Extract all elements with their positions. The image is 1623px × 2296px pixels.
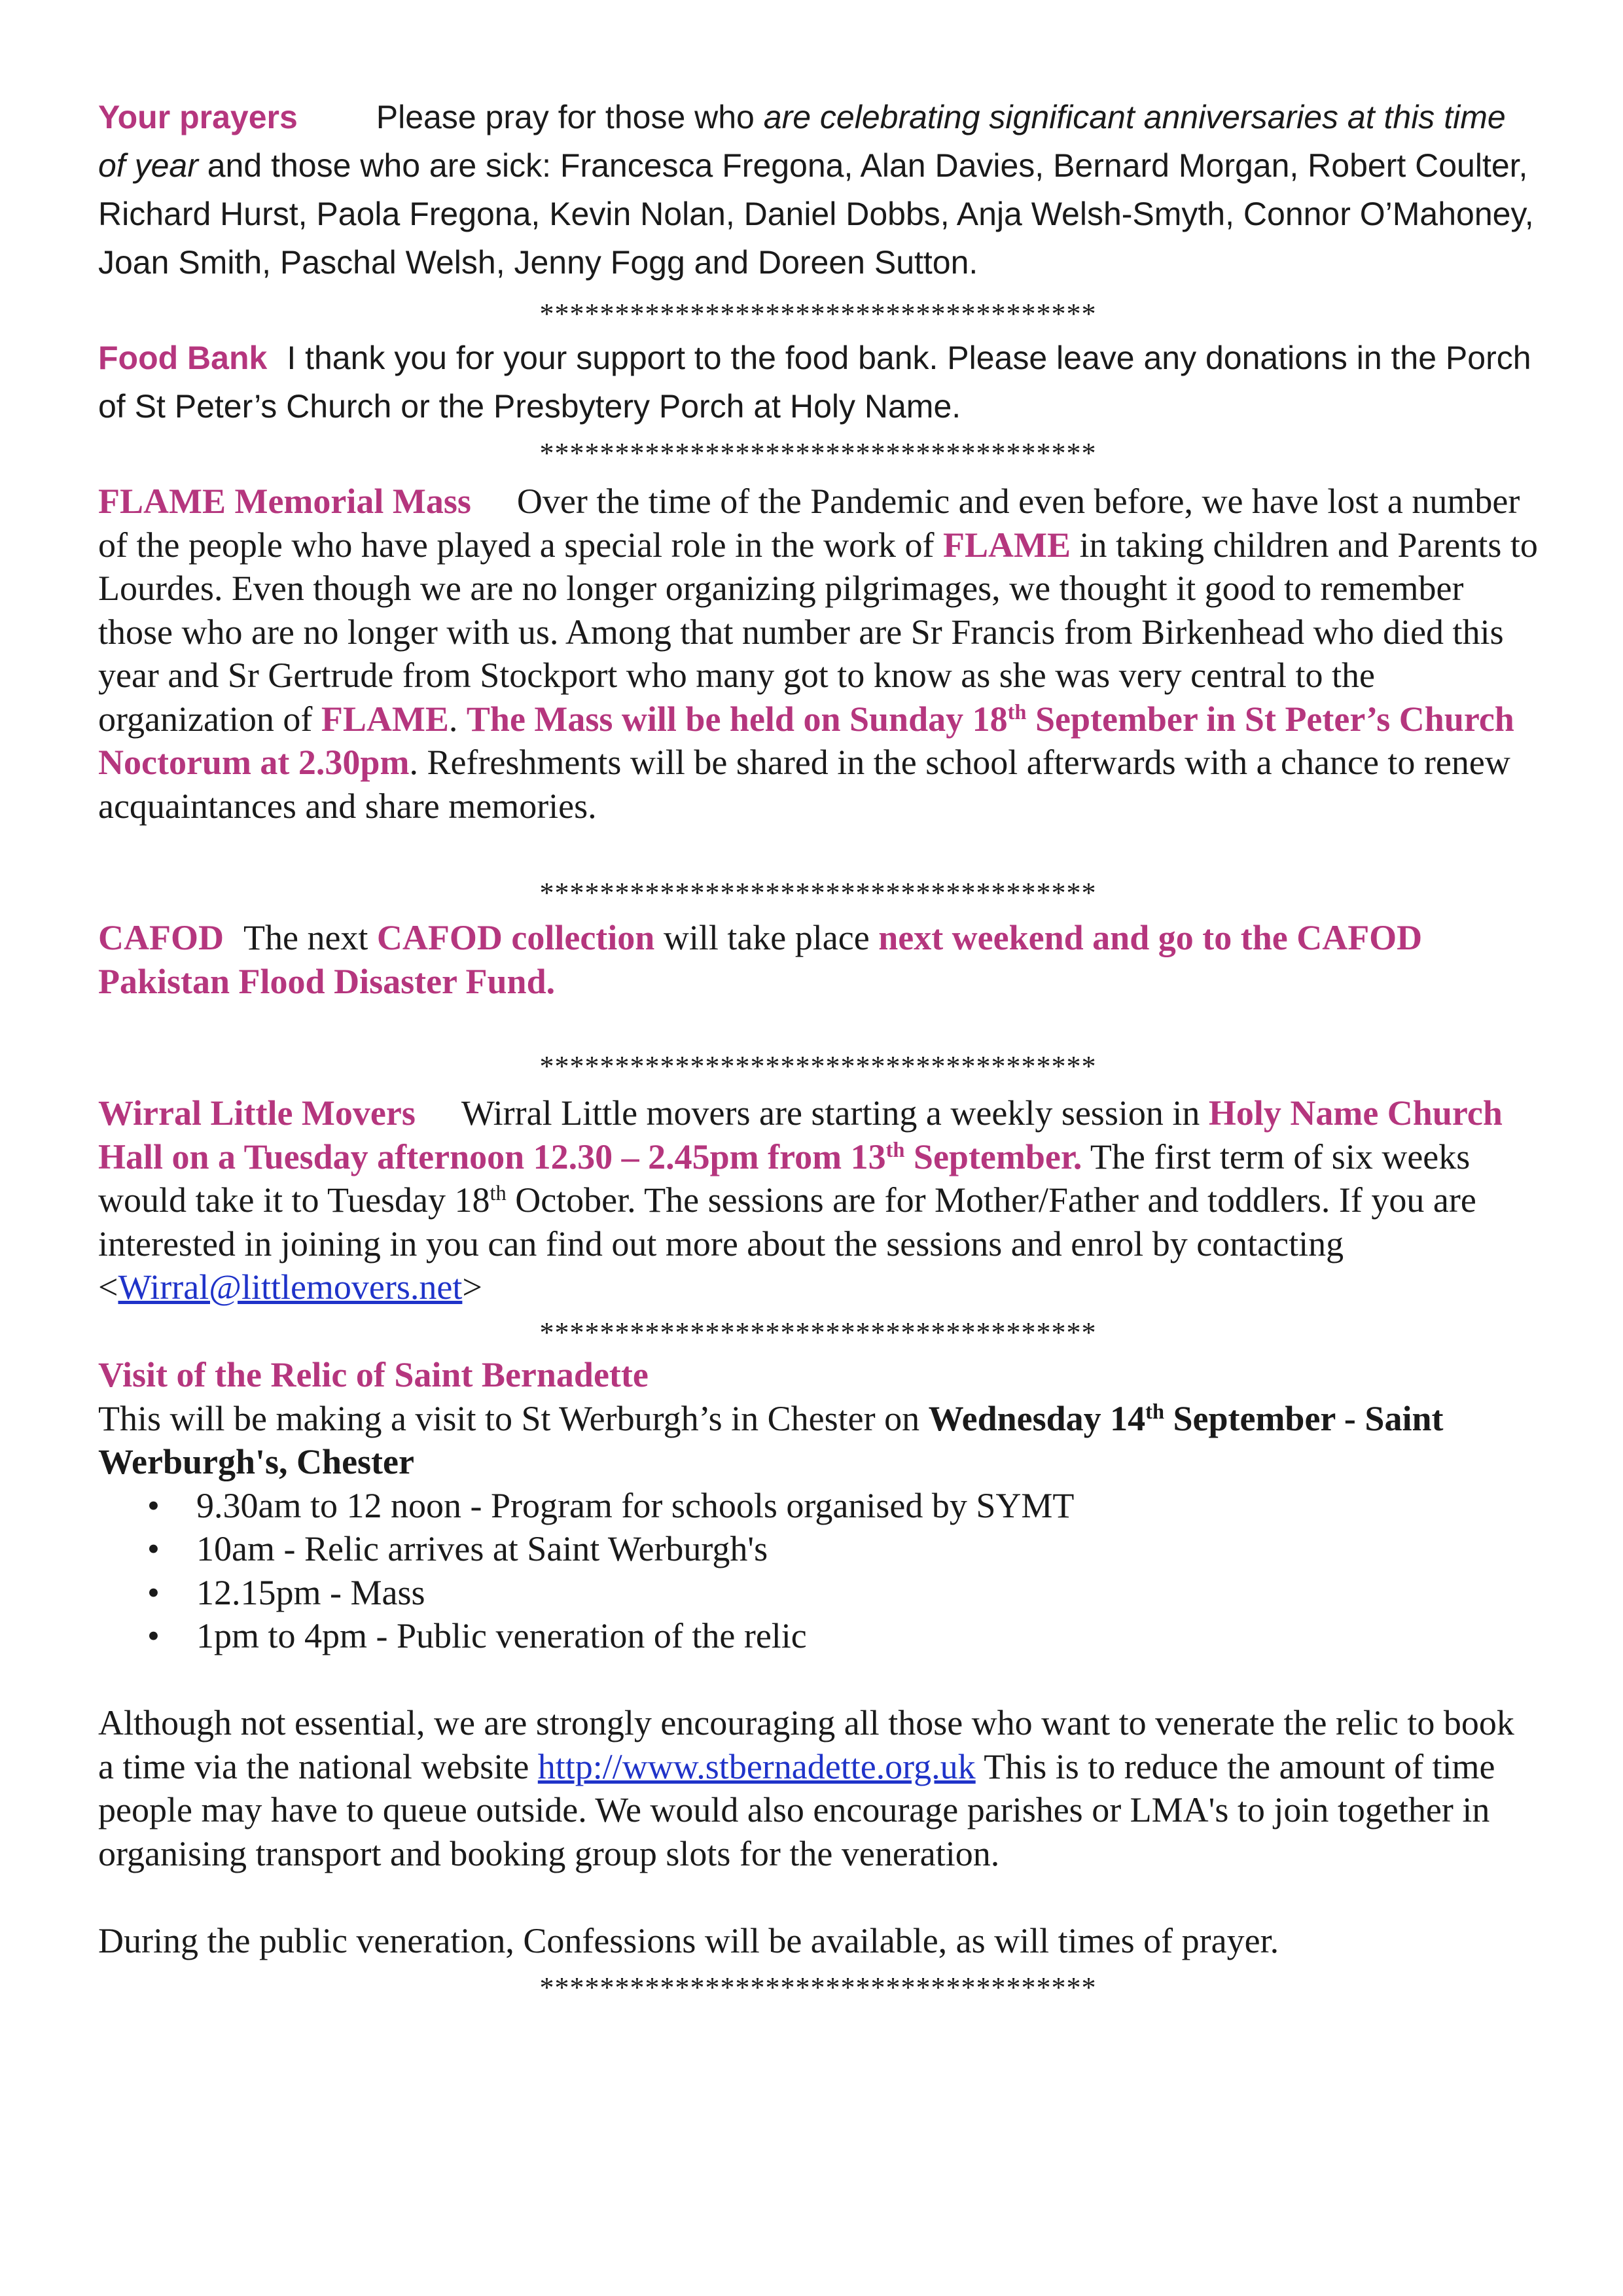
cafod-fund: next weekend and go to the CAFOD Pakistan Flood Disaster Fund. — [98, 918, 1423, 1001]
email-link[interactable]: Wirral@littlemovers.net — [118, 1267, 463, 1307]
schedule-item: • 1pm to 4pm - Public veneration of the relic — [98, 1614, 1538, 1658]
flame-section — [98, 480, 1538, 828]
little-movers-text-3: October. The sessions are for Mother/Father and toddlers. If you are interested in joining in you can find out more about the sessions and enrol by contacting < — [98, 1180, 1476, 1307]
little-movers-sup: th — [490, 1182, 507, 1206]
prayers-text: and those who are sick: Francesca Fregona, Alan Davies, Bernard Morgan, Robert Coulter, Richard Hurst, Paola Fregona, Kevin Nolan, Daniel Dobbs, Anja Welsh-Smyth, Connor O’Mahoney, Joan Smith, Paschal Welsh, Jenny Fogg and Doreen Sutton. — [98, 147, 1534, 281]
separator: ************************************* — [539, 877, 1097, 909]
bullet-icon: • — [147, 1529, 160, 1568]
cafod-heading: CAFOD — [98, 918, 224, 957]
prayers-italic: are celebrating significant anniversaries at this time of year — [98, 99, 1506, 184]
flame-text-2: in taking children and Parents to Lourdes. Even though we are no longer organizing pilgrimages, we thought it good to remember those who are no longer with us. Among that number are Sr Francis from Birkenhead who died this year and Sr Gertrude from Stockport who many got to know as she was very central to the organization of — [98, 525, 1538, 739]
bullet-icon: • — [147, 1616, 160, 1655]
relic-schedule-list — [98, 1484, 1538, 1658]
flame-heading: FLAME Memorial Mass — [98, 482, 471, 521]
separator: ************************************* — [539, 1050, 1097, 1082]
little-movers-section — [98, 1091, 1538, 1309]
little-movers-text-1: Wirral Little movers are starting a weekly session in — [461, 1093, 1209, 1133]
separator: ************************************* — [539, 298, 1097, 330]
relic-date: Wednesday 14th September - Saint Werburgh's, Chester — [98, 1398, 1444, 1481]
food-bank-text: I thank you for your support to the food bank. Please leave any donations in the Porch of St Peter’s Church or the Presbytery Porch at Holy Name. — [98, 340, 1531, 425]
schedule-item: • 12.15pm - Mass — [98, 1571, 1538, 1615]
relic-intro-line: This will be making a visit to St Werburgh’s in Chester on Wednesday 14th September - Saint Werburgh's, Chester — [98, 1398, 1444, 1481]
flame-word: FLAME — [943, 525, 1071, 565]
prayers-heading: Your prayers — [98, 99, 298, 135]
prayers-intro: Please pray for those who — [376, 99, 764, 135]
food-bank-section — [98, 334, 1538, 431]
flame-mass-date: The Mass will be held on Sunday 18th September in St Peter’s Church Noctorum at 2.30pm — [98, 699, 1514, 782]
relic-booking-paragraph: Although not essential, we are strongly encouraging all those who want to venerate the relic to book a time via the national website http://www.stbernadette.org.uk This is to reduce the amount of time people may have to queue outside. We would also encourage parishes or LMA's to join together in organising transport and booking group slots for the veneration. — [98, 1703, 1514, 1873]
bullet-icon: • — [147, 1485, 160, 1525]
separator: ************************************* — [539, 1316, 1097, 1349]
relic-heading: Visit of the Relic of Saint Bernadette — [98, 1355, 649, 1394]
prayers-section — [98, 93, 1538, 287]
bullet-icon: • — [147, 1572, 160, 1612]
food-bank-heading: Food Bank — [98, 340, 268, 376]
cafod-section — [98, 916, 1538, 1003]
relic-confessions-paragraph: During the public veneration, Confessions will be available, as will times of prayer. — [98, 1920, 1279, 1960]
flame-text-3: . — [448, 699, 467, 739]
flame-text-4: . Refreshments will be shared in the school afterwards with a chance to renew acquaintances and share memories. — [98, 743, 1510, 826]
cafod-text-1: The next — [243, 918, 377, 957]
little-movers-text-2: The first term of six weeks would take it to Tuesday 18 — [98, 1137, 1471, 1220]
separator: ************************************* — [539, 1971, 1097, 2004]
little-movers-session: Holy Name Church Hall on a Tuesday afternoon 12.30 – 2.45pm from 13th September. — [98, 1093, 1503, 1176]
cafod-collection: CAFOD collection — [376, 918, 655, 957]
relic-section — [98, 1353, 1538, 1962]
little-movers-text-4: > — [462, 1267, 482, 1307]
schedule-item: • 9.30am to 12 noon - Program for schools organised by SYMT — [98, 1484, 1538, 1528]
flame-word: FLAME — [321, 699, 449, 739]
schedule-item: • 10am - Relic arrives at Saint Werburgh's — [98, 1527, 1538, 1571]
little-movers-heading: Wirral Little Movers — [98, 1093, 416, 1133]
cafod-text-2: will take place — [654, 918, 879, 957]
separator: ************************************* — [539, 437, 1097, 469]
website-link[interactable]: http://www.stbernadette.org.uk — [537, 1746, 976, 1786]
flame-text-1: Over the time of the Pandemic and even before, we have lost a number of the people who have played a special role in the work of — [98, 482, 1520, 565]
